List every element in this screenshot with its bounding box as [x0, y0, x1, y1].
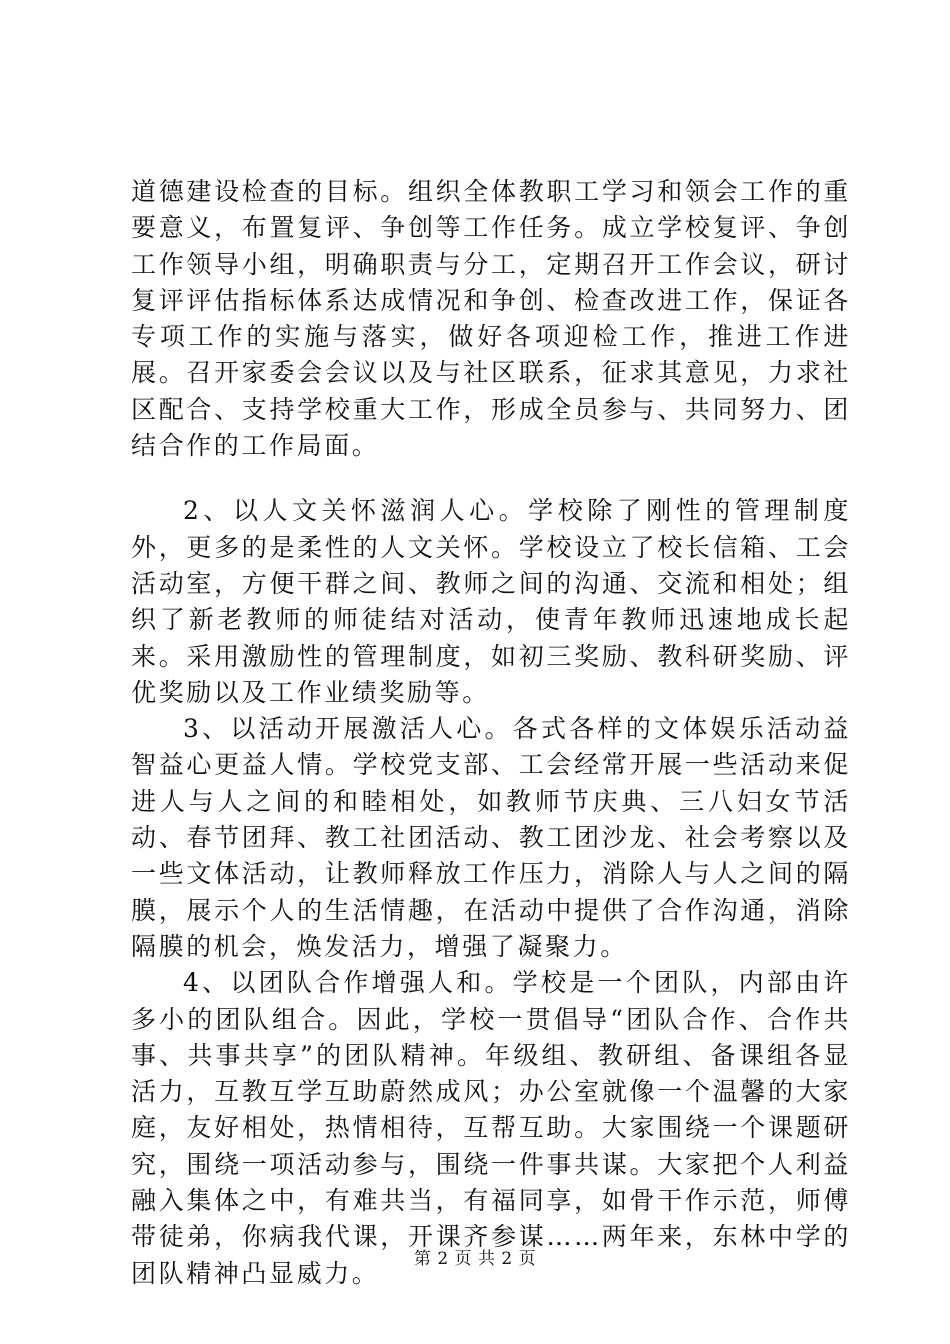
- paragraph-1: 道德建设检查的目标。组织全体教职工学习和领会工作的重要意义，布置复评、争创等工作任务。成立学校复评、争创工作领导小组，明确职责与分工，定期召开工作会议，研讨复评评估指标体系达成情况和争创、检查改进工作，保证各专项工作的实施与落实，做好各项迎检工作，推进工作进展。召开家委会会议以及与社区联系，征求其意见，力求社区配合、支持学校重大工作，形成全员参与、共同努力、团结合作的工作局面。: [131, 177, 851, 461]
- paragraph-2: 2、以人文关怀滋润人心。学校除了刚性的管理制度外，更多的是柔性的人文关怀。学校设立了校长信箱、工会活动室，方便干群之间、教师之间的沟通、交流和相处；组织了新老教师的师徒结对活动，使青年教师迅速地成长起来。采用激励性的管理制度，如初三奖励、教科研奖励、评优奖励以及工作业绩奖励等。: [131, 496, 851, 707]
- paragraph-4: 4、以团队合作增强人和。学校是一个团队，内部由许多小的团队组合。因此，学校一贯倡导“团队合作、合作共事、共事共享”的团队精神。年级组、教研组、备课组各显活力，互教互学互助蔚然成风；办公室就像一个温馨的大家庭，友好相处，热情相待，互帮互助。大家围绕一个课题研究，围绕一项活动参与，围绕一件事共谋。大家把个人利益融入集体之中，有难共当，有福同享，如骨干作示范，师傅带徒弟，你病我代课，开课齐参谋……两年来，东林中学的团队精神凸显威力。: [131, 968, 851, 1288]
- document-body: [131, 174, 851, 1292]
- page-number-footer: 第 2 页 共 2 页: [413, 1249, 537, 1269]
- paragraph-3: 3、以活动开展激活人心。各式各样的文体娱乐活动益智益心更益人情。学校党支部、工会经常开展一些活动来促进人与人之间的和睦相处，如教师节庆典、三八妇女节活动、春节团拜、教工社团活动、教工团沙龙、社会考察以及一些文体活动，让教师释放工作压力，消除人与人之间的隔膜，展示个人的生活情趣，在活动中提供了合作沟通，消除隔膜的机会，焕发活力，增强了凝聚力。: [131, 714, 851, 961]
